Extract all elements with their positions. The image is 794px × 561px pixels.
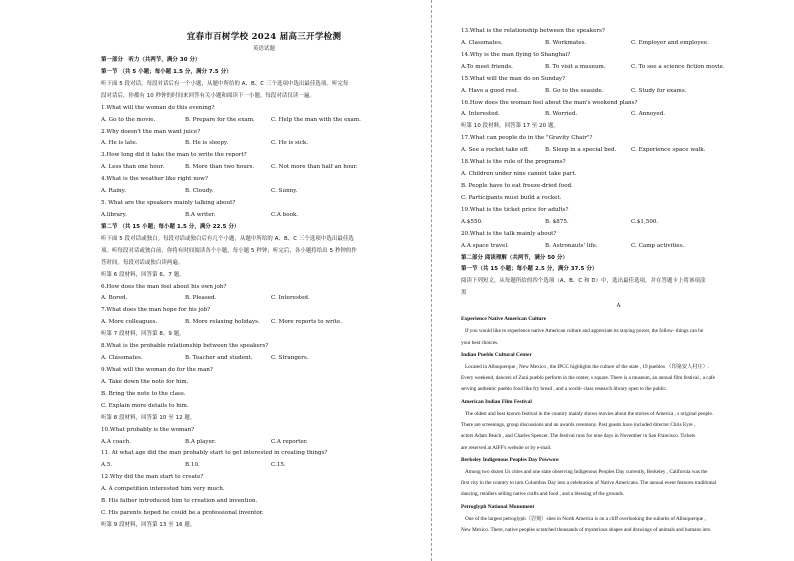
- option-a: A. Take down the note for him.: [101, 378, 189, 385]
- option-c: C. More reports to write.: [271, 319, 342, 326]
- left-column: [101, 30, 427, 532]
- paragraph-line: If you would like to experience native American culture and appreciate its staying power, the follow- things can be: [465, 328, 704, 335]
- option-b: B. Astronauts' life.: [545, 242, 598, 249]
- option-b: B. Sleep in a special bed.: [545, 147, 617, 154]
- question-12: 12.Why did the man start to create?: [101, 474, 204, 481]
- column-divider: [431, 0, 432, 561]
- question-3: 3.How long did it take the man to write the report?: [101, 152, 247, 159]
- option-a: A. Classmates.: [461, 39, 503, 46]
- section2-instruction: 听下面 5 段对话或独白。每段对话或独白后有几个小题，从题中所给的 A、B、C 三个选项中选出最佳选: [101, 235, 354, 242]
- paragraph-line: dancing, retailers selling native crafts and food , and a blessing of the grounds.: [461, 491, 625, 498]
- option-c: C. Experience space walk.: [631, 147, 706, 154]
- option-c: C. Help the man with the exam.: [271, 116, 361, 123]
- paragraph-line: first city in the country to turn Columbus Day into a celebration of Native Americans. The annual event features traditional: [461, 480, 717, 487]
- question-10: 10.What probably is the woman?: [101, 426, 195, 433]
- option-a: A. A competition interested him very much.: [101, 486, 225, 493]
- paragraph-line: The oldest and best known festival in the country mainly shows movies about the stories of America , s original people.: [465, 410, 714, 417]
- options-4: [101, 186, 427, 198]
- reading-instruction: 阅读下列短文，从每题所给的四个选项（A、B、C 和 D）中，选出最佳选项，并在答题卡上将该项涂: [461, 278, 706, 285]
- paragraph-line: New Mexico. There, native peoples scratched thousands of mysterious shapes and drawings of animals and humans into: [461, 527, 711, 534]
- question-2: 2.Why doesn't the man want juice?: [101, 128, 201, 135]
- options-1: [101, 115, 427, 127]
- paragraph-line: your best choices.: [461, 339, 499, 346]
- question-14: 14.Why is the man flying to Shanghai?: [461, 51, 571, 58]
- section2-heading: 第二节 （共 15 小题；每小题 1.5 分，满分 22.5 分）: [101, 223, 240, 230]
- question-11: 11. At what age did the man probably start to get interested in creating things?: [101, 450, 328, 457]
- paragraph-line: One of the largest petroglyph（岩刻）sites in North America is on a cliff overlooking the suburbs of Albuquerque ,: [465, 515, 706, 522]
- option-a: A.A coach.: [101, 438, 131, 445]
- options-6: [101, 293, 427, 305]
- question-4: 4.What is the weather like right now?: [101, 176, 208, 183]
- option-c: C. Interested.: [271, 295, 310, 302]
- option-c: C.A reporter.: [271, 438, 308, 445]
- question-1: 1.What will the woman do this evening?: [101, 104, 215, 111]
- option-b: B. Bring the note to the class.: [101, 390, 186, 397]
- options-7: [101, 317, 427, 329]
- options-10: [101, 437, 427, 449]
- option-a: A. He is late.: [101, 140, 138, 147]
- option-b: B. Worried.: [545, 111, 578, 118]
- option-c: C. Not more than half an hour.: [271, 164, 358, 171]
- option-c: C.15.: [271, 462, 286, 469]
- options-13: [461, 38, 776, 50]
- options-11: [101, 460, 427, 472]
- question-15: 15.What will the man do on Sunday?: [461, 75, 566, 82]
- options-2: [101, 138, 427, 150]
- question-19: 19.What is the ticket price for adults?: [461, 206, 569, 213]
- option-b: B. His father introduced him to creation and invention.: [101, 498, 258, 505]
- option-a: A. Have a good rest.: [461, 87, 519, 94]
- option-a: A. Children under nine cannot take part.: [461, 171, 577, 178]
- question-17: 17.What can people do in the "Gravity Chair"?: [461, 135, 593, 142]
- option-b: B. People have to eat freeze-dried food.: [461, 182, 573, 189]
- options-14: [461, 62, 776, 74]
- paragraph-line: Located in Albuquerque , New Mexico , the IPCC highlights the culture of the state , 19 pueblos （印第安人村庄）.: [465, 363, 710, 370]
- option-c: C. Camp activities.: [631, 242, 685, 249]
- reading-section1-heading: 第一节（共 15 小题；每小题 2.5 分，满分 37.5 分）: [461, 266, 598, 273]
- option-b: B. Pleased.: [185, 295, 217, 302]
- section-heading-powwow: Berkeley Indigenous Peoples Day Powwow: [461, 456, 560, 463]
- option-b: B. Workmates.: [545, 39, 587, 46]
- options-16: [461, 109, 776, 121]
- option-c: C. His parents hoped he could be a professional inventor.: [101, 510, 264, 517]
- option-c: C. Annoyed.: [631, 111, 666, 118]
- section1-instruction: 段对话后，你都有 10 秒钟的时间来回答有关小题和阅读下一小题。每段对话仅读一遍。: [101, 92, 315, 99]
- question-5: 5. What are the speakers mainly talking about?: [101, 200, 236, 207]
- option-c: C. Participants must build a rocket.: [461, 194, 562, 201]
- option-b: B.A player.: [185, 438, 216, 445]
- options-15: [461, 86, 776, 98]
- paragraph-line: There are screenings, group discussions and an awards ceremony. Past guests have included director Chris Eyre ,: [461, 421, 696, 428]
- option-c: C. Sunny.: [271, 188, 298, 195]
- options-17: [461, 145, 776, 157]
- option-c: C. He is sick.: [271, 140, 309, 147]
- option-c: C. Strangers.: [271, 355, 309, 362]
- option-b: B.10.: [185, 462, 200, 469]
- reading-instruction: 黑: [461, 290, 467, 297]
- section-heading-aiff: American Indian Film Festival: [461, 398, 532, 405]
- option-a: A.$550.: [461, 218, 483, 225]
- option-b: B. More relaxing holidays.: [185, 319, 260, 326]
- paragraph-line: Every weekend, dancers of Zuni pueblo perform in the center, s square. There is a museum, an annual film festival , a cafe: [461, 375, 715, 382]
- material-note-7: 听第 7 段材料，回答第 8、9 题。: [101, 331, 185, 338]
- paragraph-line: are reserved at AIFF's website or by e-mail.: [461, 444, 552, 451]
- section2-instruction: 答时间。每段对话或独白读两遍。: [101, 259, 184, 266]
- passage-label: A: [616, 303, 621, 310]
- option-a: A. Interested.: [461, 111, 500, 118]
- part2-heading: 第二部分 阅读理解（共两节，满分 50 分）: [461, 254, 568, 261]
- option-b: B. He is sleepy.: [185, 140, 229, 147]
- question-9: 9.What will the woman do for the man?: [101, 366, 213, 373]
- option-b: B. Prepare for the exam.: [185, 116, 255, 123]
- paragraph-line: actors Adam Beach , and Charles Spencer. The festival runs for nine days in November in San Francisco. Tickets: [461, 433, 696, 440]
- question-7: 7.What does the man hope for his job?: [101, 307, 211, 314]
- question-16: 16.How does the woman feel about the man's weekend plans?: [461, 99, 638, 106]
- exam-subtitle: 英语试题: [253, 46, 275, 52]
- option-a: A.5.: [101, 462, 113, 469]
- option-a: A. More colleagues.: [101, 319, 158, 326]
- options-20: [461, 241, 776, 253]
- options-3: [101, 162, 427, 174]
- option-c: C. Employer and employee.: [631, 39, 709, 46]
- material-note-10: 听第 10 段材料，回答第 17 至 20 题。: [461, 123, 559, 130]
- material-note-8: 听第 8 段材料，回答第 10 至 12 题。: [101, 414, 196, 421]
- option-b: B. Go to the seaside.: [545, 87, 604, 94]
- option-b: B. To visit a museum.: [545, 63, 606, 70]
- option-b: B. Cloudy.: [185, 188, 214, 195]
- options-5: [101, 210, 427, 222]
- section1-heading: 第一节 （共 5 小题；每小题 1.5 分，满分 7.5 分）: [101, 68, 232, 75]
- section-heading-petroglyph: Petroglyph National Monument: [461, 503, 535, 510]
- option-c: C.A book.: [271, 211, 299, 218]
- passage-title: Experience Native American Culture: [461, 316, 547, 323]
- option-a: A.To meet friends.: [461, 63, 513, 70]
- material-note-9: 听第 9 段材料，回答第 13 至 16 题。: [101, 521, 196, 528]
- question-20: 20.What is the talk mainly about?: [461, 230, 557, 237]
- section1-instruction: 听下面 5 段对话。每段对话后有一个小题，从题中所给的 A、B、C 三个选项中选出最佳选项。听完每: [101, 80, 349, 87]
- option-c: C. Study for exams.: [631, 87, 687, 94]
- paragraph-line: serving authentic pueblo food like fry bread , and a world- class research library open to the public.: [461, 386, 668, 393]
- question-18: 18.What is the rule of the programs?: [461, 159, 566, 166]
- part1-heading: 第一部分 听力（共两节，满分 30 分）: [101, 57, 201, 63]
- right-column: [461, 26, 776, 536]
- question-6: 6.How does the man feel about his own job?: [101, 283, 227, 290]
- option-a: A. Classmates.: [101, 355, 143, 362]
- option-a: A.library.: [101, 211, 127, 218]
- option-c: C. To see a science fiction movie.: [631, 63, 725, 70]
- option-b: B. More than two hours.: [185, 164, 255, 171]
- exam-title: 宜春市百树学校 2024 届高三开学检测: [186, 32, 342, 42]
- option-a: A. Go to the movie.: [101, 116, 156, 123]
- material-note-6: 听第 6 段材料，回答第 6、7 题。: [101, 271, 185, 278]
- section-heading-ipcc: Indian Pueblo Cultural Center: [461, 351, 532, 358]
- question-13: 13.What is the relationship between the speakers?: [461, 28, 605, 34]
- section2-instruction: 项。听每段对话或独白前，你将有时间阅读各个小题，每小题 5 秒钟；听完后，各小题将给出 5 秒钟的作: [101, 247, 357, 254]
- options-8: [101, 353, 427, 365]
- option-a: A. See a rocket take off.: [461, 147, 529, 154]
- option-a: A. Rainy.: [101, 188, 126, 195]
- option-b: B. $875.: [545, 218, 569, 225]
- option-a: A. Less than one hour.: [101, 164, 165, 171]
- paragraph-line: Among two dozen Us cities and one state observing Indigenous Peoples Day currently, Berkeley , California was the: [465, 468, 708, 475]
- option-b: B. Teacher and student.: [185, 355, 253, 362]
- option-a: A.A space travel.: [461, 242, 509, 249]
- option-b: B.A writer.: [185, 211, 216, 218]
- option-c: C. Explain more details to him.: [101, 402, 189, 409]
- options-19: [461, 217, 776, 229]
- option-a: A. Bored.: [101, 295, 128, 302]
- question-8: 8.What is the probable relationship between the speakers?: [101, 343, 269, 350]
- option-c: C.$1,500.: [631, 218, 659, 225]
